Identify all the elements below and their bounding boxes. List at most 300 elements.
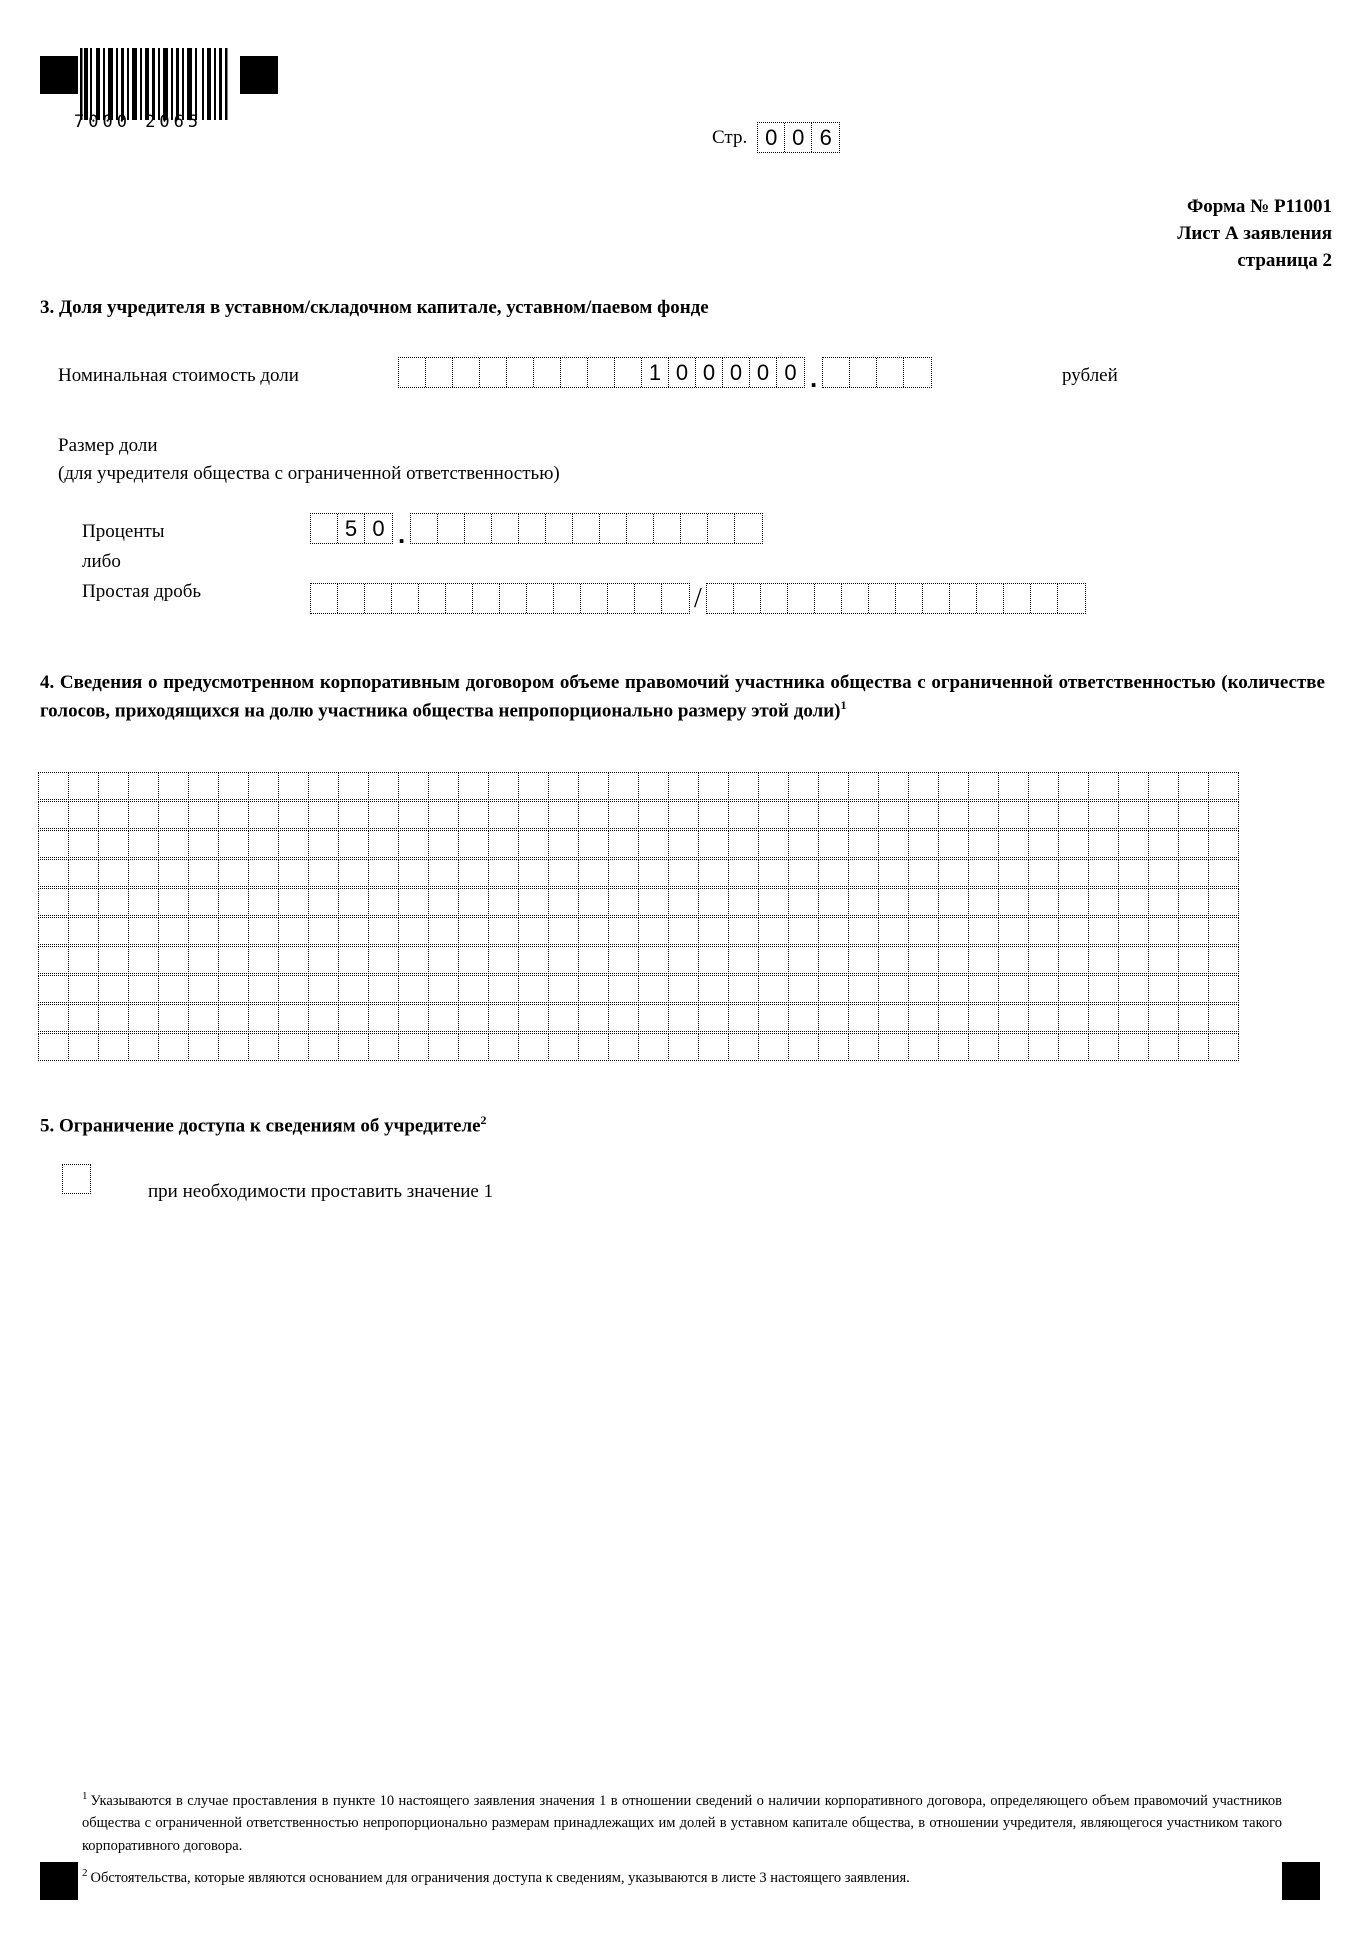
fraction-denominator-digit[interactable] [1058, 584, 1085, 613]
section-4-grid-cell[interactable] [128, 946, 159, 974]
section-4-grid-cell[interactable] [848, 946, 879, 974]
section-4-grid-cell[interactable] [968, 888, 999, 916]
section-4-grid-cell[interactable] [248, 772, 279, 800]
section-4-grid-cell[interactable] [428, 946, 459, 974]
section-4-grid-cell[interactable] [128, 1033, 159, 1061]
section-4-grid-cell[interactable] [758, 917, 789, 945]
section-4-grid-cell[interactable] [848, 830, 879, 858]
nominal-integer-digit[interactable] [399, 358, 426, 387]
section-4-grid-cell[interactable] [188, 975, 219, 1003]
section-4-grid-cell[interactable] [1118, 917, 1149, 945]
fraction-numerator-digit[interactable] [473, 584, 500, 613]
section-4-grid-cell[interactable] [338, 801, 369, 829]
section-4-grid-cell[interactable] [158, 772, 189, 800]
section-4-grid-cell[interactable] [758, 772, 789, 800]
section-4-grid-cell[interactable] [398, 888, 429, 916]
percent-decimal-digit[interactable] [681, 514, 708, 543]
section-4-grid-cell[interactable] [578, 946, 609, 974]
section-4-grid-cell[interactable] [548, 975, 579, 1003]
section-4-grid-cell[interactable] [368, 946, 399, 974]
fraction-numerator-digit[interactable] [608, 584, 635, 613]
section-4-grid-cell[interactable] [368, 917, 399, 945]
section-4-grid-cell[interactable] [398, 772, 429, 800]
section-4-grid-cell[interactable] [1088, 975, 1119, 1003]
section-4-grid-cell[interactable] [728, 888, 759, 916]
section-4-grid-cell[interactable] [308, 1033, 339, 1061]
section-4-grid-cell[interactable] [1118, 772, 1149, 800]
section-4-grid-cell[interactable] [38, 946, 69, 974]
section-4-grid-cell[interactable] [1118, 975, 1149, 1003]
section-4-grid-cell[interactable] [578, 1004, 609, 1032]
section-4-grid-cell[interactable] [518, 1033, 549, 1061]
section-4-grid-cell[interactable] [578, 1033, 609, 1061]
section-4-grid-cell[interactable] [818, 1004, 849, 1032]
fraction-numerator-digit[interactable] [419, 584, 446, 613]
section-4-grid-cell[interactable] [128, 859, 159, 887]
nominal-decimal-digit[interactable] [904, 358, 931, 387]
section-4-grid-cell[interactable] [878, 975, 909, 1003]
section-4-grid-cell[interactable] [938, 888, 969, 916]
section-4-grid-row[interactable] [38, 975, 1238, 1003]
section-4-grid-cell[interactable] [1178, 917, 1209, 945]
section-4-grid-cell[interactable] [788, 1033, 819, 1061]
section-4-grid-cell[interactable] [338, 888, 369, 916]
section-4-grid-cell[interactable] [1208, 1004, 1239, 1032]
fraction-denominator-digit[interactable] [761, 584, 788, 613]
section-4-grid-cell[interactable] [698, 975, 729, 1003]
section-4-grid-cell[interactable] [458, 888, 489, 916]
section-4-grid-cell[interactable] [338, 1033, 369, 1061]
section-4-grid-cell[interactable] [98, 801, 129, 829]
nominal-integer-digit[interactable] [453, 358, 480, 387]
section-4-grid-cell[interactable] [578, 975, 609, 1003]
section-4-grid-cell[interactable] [758, 946, 789, 974]
nominal-integer-digit[interactable] [480, 358, 507, 387]
section-4-grid-cell[interactable] [308, 1004, 339, 1032]
section-4-grid-cell[interactable] [368, 975, 399, 1003]
section-4-grid-cell[interactable] [668, 888, 699, 916]
fraction-denominator-digit[interactable] [1031, 584, 1058, 613]
section-4-grid-cell[interactable] [638, 888, 669, 916]
section-4-grid-cell[interactable] [1208, 801, 1239, 829]
section-4-grid-cell[interactable] [998, 801, 1029, 829]
section-4-grid-cell[interactable] [218, 888, 249, 916]
section-4-grid-cell[interactable] [818, 975, 849, 1003]
section-4-grid-cell[interactable] [38, 917, 69, 945]
section-4-grid-cell[interactable] [908, 801, 939, 829]
section-4-grid-cell[interactable] [938, 830, 969, 858]
percent-integer-digit[interactable]: 0 [372, 515, 385, 541]
section-4-grid-cell[interactable] [668, 917, 699, 945]
section-4-grid-row[interactable] [38, 1004, 1238, 1032]
section-4-grid-cell[interactable] [968, 772, 999, 800]
section-4-grid-cell[interactable] [1148, 1033, 1179, 1061]
section-4-grid-cell[interactable] [638, 1033, 669, 1061]
section-4-grid-cell[interactable] [338, 975, 369, 1003]
section-4-grid-cell[interactable] [548, 830, 579, 858]
section-4-grid-cell[interactable] [68, 1004, 99, 1032]
section-4-grid-cell[interactable] [1058, 946, 1089, 974]
percent-decimal-digit[interactable] [465, 514, 492, 543]
section-4-grid-cell[interactable] [848, 1004, 879, 1032]
section-4-grid-cell[interactable] [548, 888, 579, 916]
section-4-grid-cell[interactable] [578, 801, 609, 829]
section-4-grid-cell[interactable] [1208, 772, 1239, 800]
section-4-grid-cell[interactable] [1148, 917, 1179, 945]
section-4-grid-cell[interactable] [158, 975, 189, 1003]
section-4-grid-cell[interactable] [788, 772, 819, 800]
section-4-grid-cell[interactable] [608, 772, 639, 800]
section-4-grid-cell[interactable] [608, 1004, 639, 1032]
section-4-grid-cell[interactable] [398, 946, 429, 974]
section-4-grid-cell[interactable] [1148, 801, 1179, 829]
section-4-grid-cell[interactable] [278, 830, 309, 858]
section-4-text-grid[interactable] [38, 772, 1238, 1062]
section-4-grid-cell[interactable] [818, 1033, 849, 1061]
section-4-grid-cell[interactable] [398, 859, 429, 887]
section-4-grid-cell[interactable] [848, 975, 879, 1003]
section-4-grid-cell[interactable] [518, 888, 549, 916]
section-4-grid-cell[interactable] [638, 917, 669, 945]
section-4-grid-cell[interactable] [278, 1033, 309, 1061]
section-4-grid-cell[interactable] [188, 946, 219, 974]
section-4-grid-cell[interactable] [98, 946, 129, 974]
section-4-grid-cell[interactable] [968, 1033, 999, 1061]
section-4-grid-cell[interactable] [758, 1033, 789, 1061]
section-4-grid-cell[interactable] [878, 801, 909, 829]
section-4-grid-cell[interactable] [878, 888, 909, 916]
section-4-grid-cell[interactable] [1088, 888, 1119, 916]
section-4-grid-row[interactable] [38, 888, 1238, 916]
section-4-grid-cell[interactable] [1088, 1004, 1119, 1032]
page-number-cells[interactable] [757, 122, 840, 153]
section-4-grid-cell[interactable] [68, 772, 99, 800]
section-4-grid-cell[interactable] [518, 859, 549, 887]
section-4-grid-cell[interactable] [848, 859, 879, 887]
section-4-grid-cell[interactable] [1178, 830, 1209, 858]
section-4-grid-cell[interactable] [698, 1033, 729, 1061]
section-4-grid-cell[interactable] [698, 801, 729, 829]
section-4-grid-cell[interactable] [278, 917, 309, 945]
section-4-grid-cell[interactable] [68, 859, 99, 887]
nominal-decimal-digit[interactable] [823, 358, 850, 387]
section-4-grid-cell[interactable] [848, 1033, 879, 1061]
section-4-grid-cell[interactable] [608, 917, 639, 945]
section-4-grid-cell[interactable] [38, 975, 69, 1003]
section-4-grid-cell[interactable] [818, 801, 849, 829]
nominal-integer-digit[interactable] [534, 358, 561, 387]
section-4-grid-cell[interactable] [758, 888, 789, 916]
section-4-grid-cell[interactable] [638, 772, 669, 800]
section-4-grid-cell[interactable] [1118, 888, 1149, 916]
section-4-grid-cell[interactable] [1028, 1033, 1059, 1061]
section-4-grid-cell[interactable] [758, 859, 789, 887]
section-4-grid-cell[interactable] [908, 772, 939, 800]
section-4-grid-row[interactable] [38, 772, 1238, 800]
section-4-grid-cell[interactable] [1178, 888, 1209, 916]
section-4-grid-cell[interactable] [638, 1004, 669, 1032]
section-4-grid-cell[interactable] [368, 772, 399, 800]
nominal-integer-digit[interactable] [507, 358, 534, 387]
section-4-grid-cell[interactable] [1118, 1033, 1149, 1061]
fraction-numerator-cells[interactable] [310, 583, 690, 614]
section-4-grid-cell[interactable] [368, 1033, 399, 1061]
section-4-grid-cell[interactable] [1118, 859, 1149, 887]
section-4-grid-cell[interactable] [308, 830, 339, 858]
section-4-grid-row[interactable] [38, 859, 1238, 887]
section-4-grid-cell[interactable] [248, 830, 279, 858]
section-4-grid-cell[interactable] [1148, 859, 1179, 887]
section-4-grid-cell[interactable] [38, 1004, 69, 1032]
section-4-grid-cell[interactable] [158, 946, 189, 974]
section-4-grid-cell[interactable] [1148, 975, 1179, 1003]
section-4-grid-cell[interactable] [1088, 1033, 1119, 1061]
fraction-denominator-digit[interactable] [1004, 584, 1031, 613]
section-4-grid-cell[interactable] [878, 1004, 909, 1032]
section-4-grid-cell[interactable] [38, 830, 69, 858]
section-4-grid-cell[interactable] [488, 1004, 519, 1032]
section-4-grid-cell[interactable] [518, 946, 549, 974]
section-4-grid-cell[interactable] [998, 975, 1029, 1003]
nominal-decimal-digit[interactable] [877, 358, 904, 387]
section-4-grid-cell[interactable] [938, 946, 969, 974]
section-4-grid-cell[interactable] [158, 1033, 189, 1061]
fraction-denominator-cells[interactable] [706, 583, 1086, 614]
section-4-grid-cell[interactable] [1178, 772, 1209, 800]
section-4-grid-cell[interactable] [608, 801, 639, 829]
section-4-grid-cell[interactable] [488, 1033, 519, 1061]
section-4-grid-cell[interactable] [428, 888, 459, 916]
section-4-grid-cell[interactable] [458, 830, 489, 858]
section-4-grid-cell[interactable] [848, 801, 879, 829]
section-4-grid-cell[interactable] [908, 888, 939, 916]
fraction-numerator-digit[interactable] [392, 584, 419, 613]
section-4-grid-cell[interactable] [248, 1004, 279, 1032]
section-4-grid-cell[interactable] [758, 975, 789, 1003]
nominal-decimal-cells[interactable] [822, 357, 932, 388]
section-4-grid-cell[interactable] [68, 946, 99, 974]
section-4-grid-cell[interactable] [668, 801, 699, 829]
fraction-numerator-digit[interactable] [527, 584, 554, 613]
section-4-grid-cell[interactable] [818, 859, 849, 887]
section-4-grid-cell[interactable] [188, 772, 219, 800]
section-4-grid-cell[interactable] [698, 917, 729, 945]
section-4-grid-cell[interactable] [728, 975, 759, 1003]
section-4-grid-cell[interactable] [158, 859, 189, 887]
section-4-grid-cell[interactable] [98, 917, 129, 945]
section-4-grid-cell[interactable] [878, 830, 909, 858]
section-4-grid-cell[interactable] [218, 830, 249, 858]
fraction-denominator-digit[interactable] [977, 584, 1004, 613]
section-4-grid-cell[interactable] [788, 888, 819, 916]
section-4-grid-cell[interactable] [1208, 859, 1239, 887]
section-4-grid-cell[interactable] [638, 801, 669, 829]
section-4-grid-cell[interactable] [428, 772, 459, 800]
section-4-grid-cell[interactable] [158, 917, 189, 945]
section-4-grid-cell[interactable] [368, 1004, 399, 1032]
section-4-grid-cell[interactable] [38, 859, 69, 887]
section-4-grid-cell[interactable] [458, 946, 489, 974]
section-4-grid-cell[interactable] [848, 888, 879, 916]
section-4-grid-cell[interactable] [1058, 975, 1089, 1003]
section-4-grid-cell[interactable] [818, 946, 849, 974]
section-4-grid-cell[interactable] [218, 946, 249, 974]
section-4-grid-cell[interactable] [938, 859, 969, 887]
section-4-grid-cell[interactable] [1028, 1004, 1059, 1032]
section-4-grid-cell[interactable] [248, 801, 279, 829]
page-number-digit[interactable]: 0 [785, 123, 812, 152]
section-4-grid-cell[interactable] [1028, 917, 1059, 945]
section-4-grid-cell[interactable] [38, 1033, 69, 1061]
section-4-grid-cell[interactable] [998, 830, 1029, 858]
percent-decimal-digit[interactable] [492, 514, 519, 543]
section-4-grid-cell[interactable] [788, 946, 819, 974]
section-4-grid-cell[interactable] [248, 859, 279, 887]
section-4-grid-cell[interactable] [878, 1033, 909, 1061]
section-4-grid-cell[interactable] [668, 946, 699, 974]
section-4-grid-cell[interactable] [428, 801, 459, 829]
section-4-grid-cell[interactable] [1148, 772, 1179, 800]
percent-decimal-digit[interactable] [627, 514, 654, 543]
section-4-grid-cell[interactable] [608, 946, 639, 974]
section-4-grid-cell[interactable] [1148, 888, 1179, 916]
section-4-grid-cell[interactable] [158, 888, 189, 916]
section-4-grid-cell[interactable] [698, 772, 729, 800]
section-4-grid-cell[interactable] [488, 946, 519, 974]
section-4-grid-cell[interactable] [908, 859, 939, 887]
section-4-grid-cell[interactable] [1148, 830, 1179, 858]
section-4-grid-cell[interactable] [518, 917, 549, 945]
percent-decimal-digit[interactable] [438, 514, 465, 543]
section-4-grid-cell[interactable] [518, 801, 549, 829]
section-4-grid-cell[interactable] [1058, 1033, 1089, 1061]
section-4-grid-cell[interactable] [488, 830, 519, 858]
section-4-grid-cell[interactable] [1088, 801, 1119, 829]
section-4-grid-cell[interactable] [368, 859, 399, 887]
section-4-grid-cell[interactable] [458, 917, 489, 945]
fraction-numerator-digit[interactable] [635, 584, 662, 613]
section-4-grid-cell[interactable] [788, 859, 819, 887]
section-4-grid-cell[interactable] [428, 975, 459, 1003]
percent-decimal-digit[interactable] [708, 514, 735, 543]
section-4-grid-cell[interactable] [968, 859, 999, 887]
section-4-grid-cell[interactable] [398, 975, 429, 1003]
section-4-grid-cell[interactable] [998, 772, 1029, 800]
section-4-grid-cell[interactable] [968, 917, 999, 945]
section-4-grid-cell[interactable] [128, 772, 159, 800]
section-4-grid-cell[interactable] [878, 946, 909, 974]
section-4-grid-cell[interactable] [818, 830, 849, 858]
section-4-grid-cell[interactable] [398, 917, 429, 945]
section-4-grid-cell[interactable] [98, 830, 129, 858]
section-4-grid-cell[interactable] [1148, 1004, 1179, 1032]
section-4-grid-cell[interactable] [668, 975, 699, 1003]
section-4-grid-cell[interactable] [1208, 975, 1239, 1003]
section-4-grid-cell[interactable] [1208, 888, 1239, 916]
section-4-grid-cell[interactable] [548, 859, 579, 887]
section-4-grid-cell[interactable] [428, 830, 459, 858]
percent-decimal-digit[interactable] [546, 514, 573, 543]
section-4-grid-row[interactable] [38, 830, 1238, 858]
section-4-grid-cell[interactable] [248, 917, 279, 945]
section-4-grid-cell[interactable] [788, 975, 819, 1003]
section-4-grid-row[interactable] [38, 946, 1238, 974]
section-4-grid-cell[interactable] [278, 859, 309, 887]
section-4-grid-cell[interactable] [818, 772, 849, 800]
section-4-grid-cell[interactable] [248, 1033, 279, 1061]
section-4-grid-cell[interactable] [998, 1004, 1029, 1032]
fraction-denominator-digit[interactable] [950, 584, 977, 613]
section-4-grid-cell[interactable] [1178, 859, 1209, 887]
percent-decimal-digit[interactable] [654, 514, 681, 543]
fraction-denominator-digit[interactable] [842, 584, 869, 613]
section-4-grid-cell[interactable] [608, 975, 639, 1003]
section-4-grid-cell[interactable] [1058, 1004, 1089, 1032]
section-4-grid-cell[interactable] [548, 917, 579, 945]
section-4-grid-cell[interactable] [458, 859, 489, 887]
fraction-numerator-digit[interactable] [446, 584, 473, 613]
section-4-grid-cell[interactable] [488, 859, 519, 887]
section-4-grid-cell[interactable] [98, 888, 129, 916]
section-4-grid-cell[interactable] [128, 917, 159, 945]
section-4-grid-cell[interactable] [428, 1004, 459, 1032]
section-4-grid-cell[interactable] [728, 772, 759, 800]
nominal-integer-digit[interactable]: 0 [784, 359, 797, 385]
section-4-grid-cell[interactable] [188, 830, 219, 858]
section-4-grid-cell[interactable] [938, 772, 969, 800]
section-4-grid-cell[interactable] [68, 917, 99, 945]
fraction-denominator-digit[interactable] [788, 584, 815, 613]
section-4-grid-cell[interactable] [998, 859, 1029, 887]
section-4-grid-cell[interactable] [788, 801, 819, 829]
section-4-grid-cell[interactable] [728, 917, 759, 945]
section-4-grid-cell[interactable] [518, 1004, 549, 1032]
section-4-grid-cell[interactable] [578, 859, 609, 887]
section-4-grid-cell[interactable] [68, 975, 99, 1003]
section-4-grid-cell[interactable] [1028, 946, 1059, 974]
section-4-grid-cell[interactable] [1028, 772, 1059, 800]
section-4-grid-cell[interactable] [1118, 946, 1149, 974]
section-4-grid-cell[interactable] [758, 830, 789, 858]
section-4-grid-cell[interactable] [398, 1004, 429, 1032]
percent-integer-digit[interactable] [311, 514, 338, 543]
section-4-grid-cell[interactable] [98, 975, 129, 1003]
section-4-grid-cell[interactable] [668, 772, 699, 800]
section-4-grid-cell[interactable] [1178, 1004, 1209, 1032]
section-4-grid-cell[interactable] [458, 1033, 489, 1061]
section-4-grid-cell[interactable] [1178, 1033, 1209, 1061]
section-4-grid-cell[interactable] [308, 975, 339, 1003]
section-4-grid-cell[interactable] [638, 830, 669, 858]
section-4-grid-cell[interactable] [218, 772, 249, 800]
section-4-grid-cell[interactable] [338, 772, 369, 800]
section-4-grid-cell[interactable] [188, 917, 219, 945]
fraction-numerator-digit[interactable] [500, 584, 527, 613]
section-4-grid-cell[interactable] [308, 859, 339, 887]
section-4-grid-cell[interactable] [278, 946, 309, 974]
section-4-grid-cell[interactable] [338, 859, 369, 887]
nominal-integer-digit[interactable] [561, 358, 588, 387]
section-4-grid-cell[interactable] [398, 801, 429, 829]
fraction-denominator-digit[interactable] [707, 584, 734, 613]
fraction-numerator-digit[interactable] [554, 584, 581, 613]
section-4-grid-cell[interactable] [518, 975, 549, 1003]
percent-decimal-digit[interactable] [735, 514, 762, 543]
percent-integer-cells[interactable] [310, 513, 393, 544]
section-4-grid-cell[interactable] [698, 888, 729, 916]
section-4-grid-cell[interactable] [968, 830, 999, 858]
section-4-grid-cell[interactable] [938, 1033, 969, 1061]
